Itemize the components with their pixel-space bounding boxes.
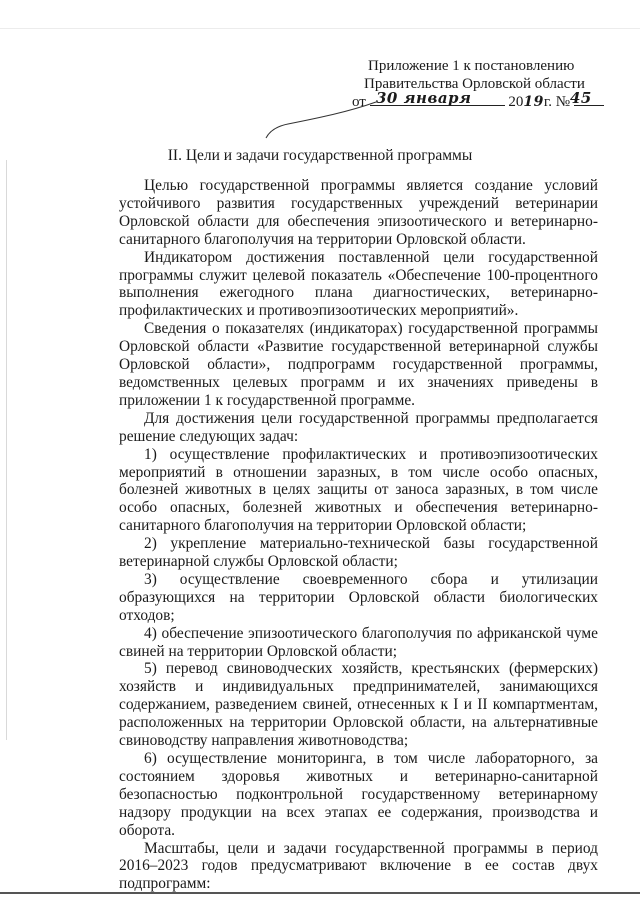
paragraph-indicator: Индикатором достижения поставленной цели государственной программы служит целевой показатель «Обеспечение 100-процентного выполнения ежегодного плана диагностических, ветеринарно-профилактических и противоэпизоотических мероприятий».	[119, 248, 598, 320]
task-4: 4) обеспечение эпизоотического благополучия по африканской чуме свиней на территории Орловской области;	[119, 624, 598, 660]
paragraph-tasks-intro: Для достижения цели государственной программы предполагается решение следующих задач:	[119, 409, 598, 445]
paragraph-goal: Целью государственной программы является создание условий устойчивого развития государственных учреждений ветеринарии Орловской области для обеспечения эпизоотического и ветеринарно-санитарного благополучия на территории Орловской области.	[119, 177, 598, 248]
task-2: 2) укрепление материально-технической базы государственной ветеринарной службы Орловской области;	[119, 535, 598, 571]
task-1: 1) осуществление профилактических и противоэпизоотических мероприятий в отношении заразных, в том числе особо опасных, болезней животных в целях защиты от заноса заразных, в том числе особо опасных, болезней животных и обеспечения ветеринарно-санитарного благополучия на территории Орловской области;	[119, 445, 598, 535]
scan-edge-bottom	[0, 892, 640, 894]
number-label: г. №	[543, 94, 571, 110]
task-3: 3) осуществление своевременного сбора и утилизации образующихся на территории Орловской области биологических отходов;	[119, 570, 598, 624]
handwritten-year: 19	[523, 94, 544, 110]
handwritten-number: 45	[570, 89, 592, 107]
paragraph-indicators-info: Сведения о показателях (индикаторах) государственной программы Орловской области «Развитие государственной ветеринарной службы Орловской области», подпрограмм государственной программы, ведомственных целевых программ и их значениях приведены в приложении 1 к государственной программе.	[119, 320, 598, 409]
paragraph-scope: Масштабы, цели и задачи государственной программы в период 2016–2023 годов предусматривают включение в ее состав двух подпрограмм:	[119, 839, 598, 893]
date-prefix: от	[352, 94, 366, 110]
scan-fold-line	[6, 160, 7, 740]
handwritten-stroke	[248, 100, 378, 140]
scan-edge-top	[0, 28, 640, 29]
year-prefix: 20	[508, 94, 524, 110]
appendix-line-1: Приложение 1 к постановлению	[368, 58, 575, 74]
appendix-date-line	[352, 89, 612, 111]
appendix-header	[352, 57, 612, 111]
task-6: 6) осуществление мониторинга, в том числе лабораторного, за состоянием здоровья животных и ветеринарно-санитарной безопасностью подконтрольной государственному ветеринарному надзору продукции на всех этапах ее содержания, производства и оборота.	[119, 750, 598, 839]
section-title: II. Цели и задачи государственной программы	[167, 147, 473, 164]
handwritten-date: 30 января	[376, 89, 472, 107]
document-body	[119, 177, 598, 893]
task-5: 5) перевод свиноводческих хозяйств, крестьянских (фермерских) хозяйств и индивидуальных предпринимателей, занимающихся содержанием, разведением свиней, отнесенных к I и II компартментам, расположенных на территории Орловской области, на альтернативные свиноводству направления животноводства;	[119, 660, 598, 750]
appendix-line-2: Правительства Орловской области	[364, 76, 585, 92]
